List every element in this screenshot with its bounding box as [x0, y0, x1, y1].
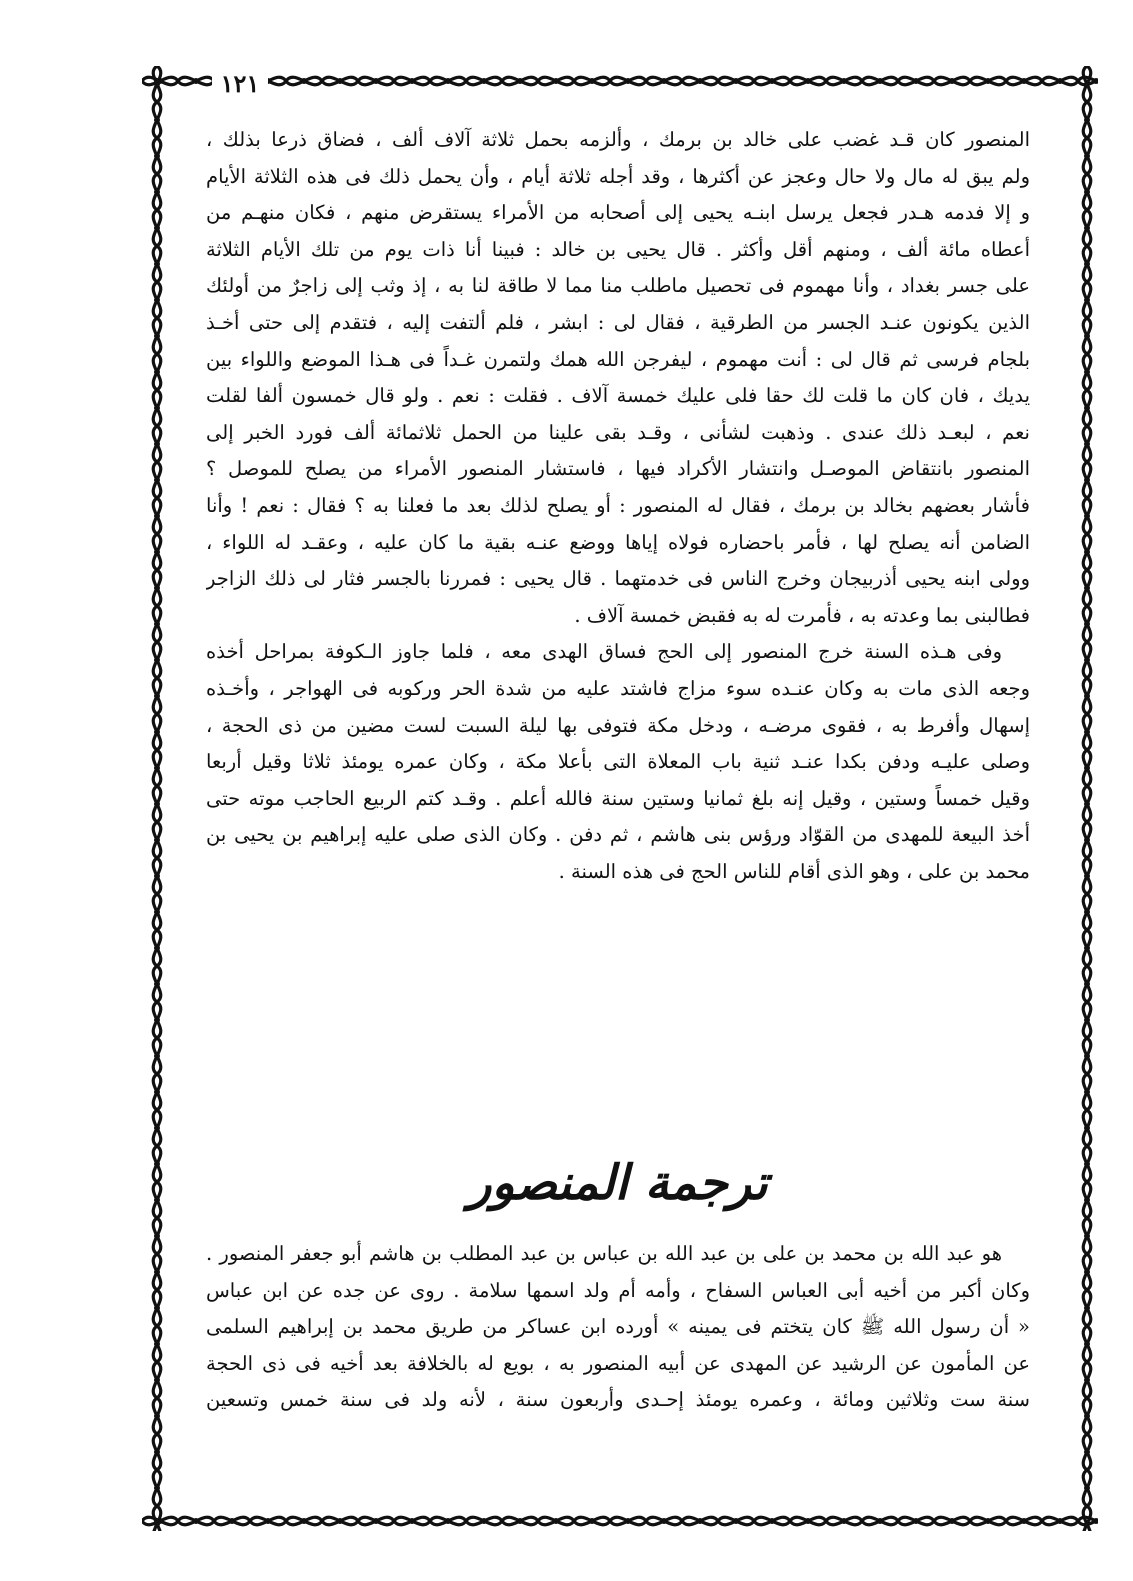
text-line: وولى ابنه يحيى أذربيجان وخرج الناس فى خدمتهما . قال يحيى : فمررنا بالجسر فثار لى ذلك الزاجر [206, 567, 1030, 591]
section-heading: ترجمة المنصور [468, 1155, 768, 1211]
text-line: وكان أكبر من أخيه أبى العباس السفاح ، وأمه أم ولد اسمها سلامة . روى عن جده عن ابن عباس [206, 1278, 1030, 1302]
text-line: فأشار بعضهم بخالد بن برمك ، فقال له المنصور : أو يصلح لذلك بعد ما فعلنا به ؟ فقال : نعم ! وأنا [206, 493, 1030, 517]
text-line: محمد بن على ، وهو الذى أقام للناس الحج فى هذه السنة . [558, 859, 1030, 883]
text-line: هو عبد الله بن محمد بن على بن عبد الله بن عباس بن عبد المطلب بن هاشم أبو جعفر المنصور . [206, 1242, 1002, 1265]
text-line: يديك ، فان كان ما قلت لك حقا فلى عليك خمسة آلاف . فقلت : نعم . ولو قال خمسون ألفا لقلت [206, 384, 1030, 408]
text-line: نعم ، لبعـد ذلك عندى . وذهبت لشأنى ، وقـد بقى علينا من الحمل ثلاثمائة ألف فورد الخبر إلى [206, 420, 1030, 444]
text-line: أخذ البيعة للمهدى من القوّاد ورؤس بنى هاشم ، ثم دفن . وكان الذى صلى عليه إبراهيم بن يحيى بن [206, 823, 1030, 847]
text-line: عن المأمون عن الرشيد عن المهدى عن أبيه المنصور به ، بويع له بالخلافة بعد أخيه فى ذى الحجة [206, 1351, 1030, 1375]
biography-text-body [206, 1236, 1030, 1419]
text-line: وجعه الذى مات به وكان عنـده سوء مزاج فاشتد عليه من شدة الحر وركوبه فى الهواجر ، وأخـذه [206, 676, 1030, 700]
text-line: بلجام فرسى ثم قال لى : أنت مهموم ، ليفرجن الله همك ولتمرن غـداً فى هـذا الموضع واللواء بين [206, 347, 1030, 371]
text-line: فطالبنى بما وعدته به ، فأمرت له به فقبض خمسة آلاف . [574, 603, 1030, 627]
text-line: أعطاه مائة ألف ، ومنهم أقل وأكثر . قال يحيى بن خالد : فبينا أنا ذات يوم من تلك الأيام الثلاثة [206, 237, 1030, 261]
text-line: و إلا فدمه هـدر فجعل يرسل ابنـه يحيى إلى أصحابه من الأمراء يستقرض منهم ، فكان منهـم من [206, 201, 1030, 225]
main-text-body [206, 122, 1030, 890]
text-line: المنصور بانتقاض الموصـل وانتشار الأكراد فيها ، فاستشار المنصور الأمراء من يصلح للموصل ؟ [206, 457, 1030, 481]
text-line: المنصور كان قـد غضب على خالد بن برمك ، وألزمه بحمل ثلاثة آلاف ألف ، فضاق ذرعا بذلك ، [206, 128, 1030, 151]
text-line: وفى هـذه السنة خرج المنصور إلى الحج فساق الهدى معه ، فلما جاوز الـكوفة بمراحل أخذه [206, 640, 1002, 664]
text-line: الذين يكونون عنـد الجسر من الطرقية ، فقال لى : ابشر ، فلم ألتفت إليه ، فتقدم إلى حتى أخـذ [206, 310, 1030, 334]
text-line: وصلى عليـه ودفن بكدا عنـد ثنية باب المعلاة التى بأعلا مكة ، وكان عمره يومئذ ثلاثا وقيل أربعا [206, 750, 1030, 774]
text-line: سنة ست وثلاثين ومائة ، وعمره يومئذ إحـدى وأربعون سنة ، لأنه ولد فى سنة خمس وتسعين [206, 1388, 1030, 1412]
text-line: الضامن أنه يصلح لها ، فأمر باحضاره فولاه إياها ووضع عنـه بقية ما كان عليه ، وعقـد له اللواء ، [206, 530, 1030, 554]
text-line: وقيل خمساً وستين ، وقيل إنه بلغ ثمانيا وستين سنة فالله أعلم . وقـد كتم الربيع الحاجب موته حتى [206, 786, 1030, 810]
page-number: ١٢١ [212, 68, 268, 100]
text-line: ولم يبق له مال ولا حال وعجز عن أكثرها ، وقد أجله ثلاثة أيام ، وأن يحمل ذلك فى هذه الثلاثة الأيام [206, 164, 1030, 188]
text-line: إسهال وأفرط به ، فقوى مرضـه ، ودخل مكة فتوفى بها ليلة السبت لست مضين من ذى الحجة ، [206, 713, 1030, 737]
text-line: « أن رسول الله ﷺ كان يتختم فى يمينه » أورده ابن عساكر من طريق محمد بن إبراهيم السلمى [206, 1315, 1030, 1339]
text-line: على جسر بغداد ، وأنا مهموم فى تحصيل ماطلب منا مما لا طاقة لنا به ، إذ وثب إلى زاجرٌ من أولئك [206, 274, 1030, 298]
